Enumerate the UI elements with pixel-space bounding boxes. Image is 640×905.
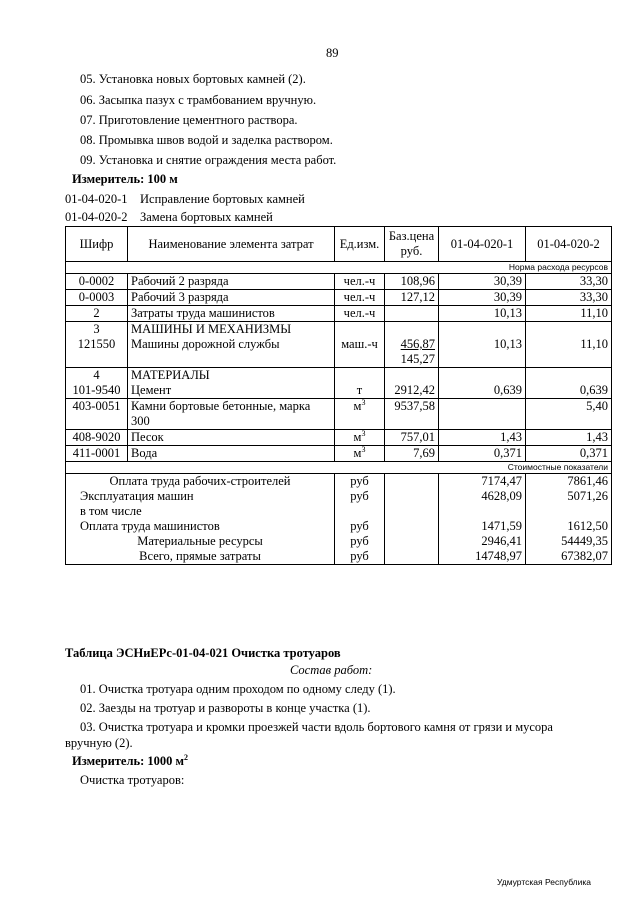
cost-unit: руб xyxy=(335,489,385,504)
cell-code: 411-0001 xyxy=(66,446,128,462)
cell-unit: $м^3$ xyxy=(335,430,385,446)
cell-unit: маш.-ч xyxy=(335,337,385,368)
cost-row xyxy=(66,534,612,549)
footer-region: Удмуртская Республика xyxy=(497,877,592,887)
cell-price: 456,87 145,27 xyxy=(385,337,439,368)
cell-unit: чел.-ч xyxy=(335,290,385,306)
cost-unit: руб xyxy=(335,519,385,534)
cell-price: 757,01 xyxy=(385,430,439,446)
cost-value-2: 5071,26 xyxy=(526,489,612,504)
cost-unit: руб xyxy=(335,549,385,565)
cell-price: 2912,42 xyxy=(385,383,439,399)
cell-name: Рабочий 2 разряда xyxy=(128,274,335,290)
work-item-continuation: вручную (2). xyxy=(65,736,133,750)
header-name: Наименование элемента затрат xyxy=(128,227,335,262)
code-name: Исправление бортовых камней xyxy=(140,192,305,206)
cost-name: в том числе xyxy=(66,504,335,519)
cell-code: 3 xyxy=(66,322,128,338)
table-row xyxy=(66,306,612,322)
cost-value-1: 4628,09 xyxy=(439,489,526,504)
table-row xyxy=(66,290,612,306)
cost-unit: руб xyxy=(335,474,385,490)
cell-price: 108,96 xyxy=(385,274,439,290)
cost-value-1: 7174,47 xyxy=(439,474,526,490)
table-row xyxy=(66,430,612,446)
cell-unit: $м^3$ xyxy=(335,446,385,462)
table-row xyxy=(66,383,612,399)
norm-label: Норма расхода ресурсов xyxy=(66,262,612,274)
work-item: 06. Засыпка пазух с трамбованием вручную. xyxy=(80,93,317,107)
measure-unit: Измеритель: 100 м xyxy=(72,172,178,186)
header-price: Баз.цена руб. xyxy=(385,227,439,262)
cell-code: 408-9020 xyxy=(66,430,128,446)
section-title: Таблица ЭСНиЕРс-01-04-021 Очистка тротуаров xyxy=(65,646,341,660)
cost-row xyxy=(66,474,612,490)
cost-value-1: 2946,41 xyxy=(439,534,526,549)
cost-value-2: 1612,50 xyxy=(526,519,612,534)
section-heading: МАШИНЫ И МЕХАНИЗМЫ xyxy=(128,322,335,338)
table-row xyxy=(66,274,612,290)
cost-name: Материальные ресурсы xyxy=(66,534,335,549)
cost-row xyxy=(66,504,612,519)
cost-name: Эксплуатация машин xyxy=(66,489,335,504)
work-item: 02. Заезды на тротуар и развороты в конце участка (1). xyxy=(80,701,371,715)
page-number: 89 xyxy=(326,46,339,60)
work-item: 03. Очистка тротуара и кромки проезжей части вдоль бортового камня от грязи и мусора xyxy=(80,720,553,734)
measure-unit: Измеритель: 1000 $м^2$ xyxy=(72,752,189,768)
header-code: Шифр xyxy=(66,227,128,262)
measure-subheading: Очистка тротуаров: xyxy=(80,773,185,787)
header-unit: Ед.изм. xyxy=(335,227,385,262)
cell-code: 121550 xyxy=(66,337,128,368)
cell-value-1: 30,39 xyxy=(439,290,526,306)
cell-value-1: 0,371 xyxy=(439,446,526,462)
section-heading-row xyxy=(66,322,612,338)
cost-value-1: 14748,97 xyxy=(439,549,526,565)
cell-value-1: 10,13 xyxy=(439,337,526,368)
cost-row xyxy=(66,489,612,504)
cell-name: Вода xyxy=(128,446,335,462)
cell-value-1 xyxy=(439,399,526,430)
cell-value-2: 33,30 xyxy=(526,290,612,306)
cell-name: Затраты труда машинистов xyxy=(128,306,335,322)
cell-value-2: 11,10 xyxy=(526,306,612,322)
cost-value-1: 1471,59 xyxy=(439,519,526,534)
code-number: 01-04-020-1 xyxy=(65,192,128,206)
cost-label-row xyxy=(66,462,612,474)
norm-label-row xyxy=(66,262,612,274)
cell-name: Цемент xyxy=(128,383,335,399)
cost-name: Всего, прямые затраты xyxy=(66,549,335,565)
cell-unit: чел.-ч xyxy=(335,274,385,290)
cell-price: 9537,58 xyxy=(385,399,439,430)
cell-value-2: 0,639 xyxy=(526,383,612,399)
cost-value-2: 54449,35 xyxy=(526,534,612,549)
cell-price xyxy=(385,306,439,322)
cell-unit: $м^3$ xyxy=(335,399,385,430)
cell-unit: т xyxy=(335,383,385,399)
work-item: 08. Промывка швов водой и заделка раствором. xyxy=(80,133,333,147)
cell-name: Песок xyxy=(128,430,335,446)
cell-value-1: 30,39 xyxy=(439,274,526,290)
cost-row xyxy=(66,519,612,534)
work-item: 09. Установка и снятие ограждения места работ. xyxy=(80,153,337,167)
cost-label: Стоимостные показатели xyxy=(66,462,612,474)
cell-value-2: 5,40 xyxy=(526,399,612,430)
section-heading: МАТЕРИАЛЫ xyxy=(128,368,335,384)
cell-code: 2 xyxy=(66,306,128,322)
code-number: 01-04-020-2 xyxy=(65,210,128,224)
cell-value-2: 11,10 xyxy=(526,337,612,368)
section-heading-row xyxy=(66,368,612,384)
cell-code: 403-0051 xyxy=(66,399,128,430)
cost-row xyxy=(66,549,612,565)
code-name: Замена бортовых камней xyxy=(140,210,273,224)
cost-value-2: 67382,07 xyxy=(526,549,612,565)
composition-heading: Состав работ: xyxy=(290,663,373,677)
table-row xyxy=(66,399,612,430)
cell-value-1: 10,13 xyxy=(439,306,526,322)
cell-code: 4 xyxy=(66,368,128,384)
work-item: 01. Очистка тротуара одним проходом по одному следу (1). xyxy=(80,682,396,696)
cell-unit: чел.-ч xyxy=(335,306,385,322)
cell-price: 127,12 xyxy=(385,290,439,306)
cell-value-2: 33,30 xyxy=(526,274,612,290)
cell-name: Машины дорожной службы xyxy=(128,337,335,368)
work-item: 07. Приготовление цементного раствора. xyxy=(80,113,298,127)
cell-code: 0-0003 xyxy=(66,290,128,306)
table-row xyxy=(66,446,612,462)
cell-code: 101-9540 xyxy=(66,383,128,399)
cell-value-2: 1,43 xyxy=(526,430,612,446)
cost-unit: руб xyxy=(335,534,385,549)
cell-value-2: 0,371 xyxy=(526,446,612,462)
norms-table xyxy=(65,226,611,565)
work-item: 05. Установка новых бортовых камней (2). xyxy=(80,72,306,86)
table-row xyxy=(66,337,612,368)
cell-name: Камни бортовые бетонные, марка 300 xyxy=(128,399,335,430)
header-col1: 01-04-020-1 xyxy=(439,227,526,262)
cell-name: Рабочий 3 разряда xyxy=(128,290,335,306)
cell-value-1: 0,639 xyxy=(439,383,526,399)
cell-value-1: 1,43 xyxy=(439,430,526,446)
header-col2: 01-04-020-2 xyxy=(526,227,612,262)
cost-value-2: 7861,46 xyxy=(526,474,612,490)
cell-code: 0-0002 xyxy=(66,274,128,290)
cell-price: 7,69 xyxy=(385,446,439,462)
table-header-row xyxy=(66,227,612,262)
cost-name: Оплата труда рабочих-строителей xyxy=(66,474,335,490)
cost-name: Оплата труда машинистов xyxy=(66,519,335,534)
